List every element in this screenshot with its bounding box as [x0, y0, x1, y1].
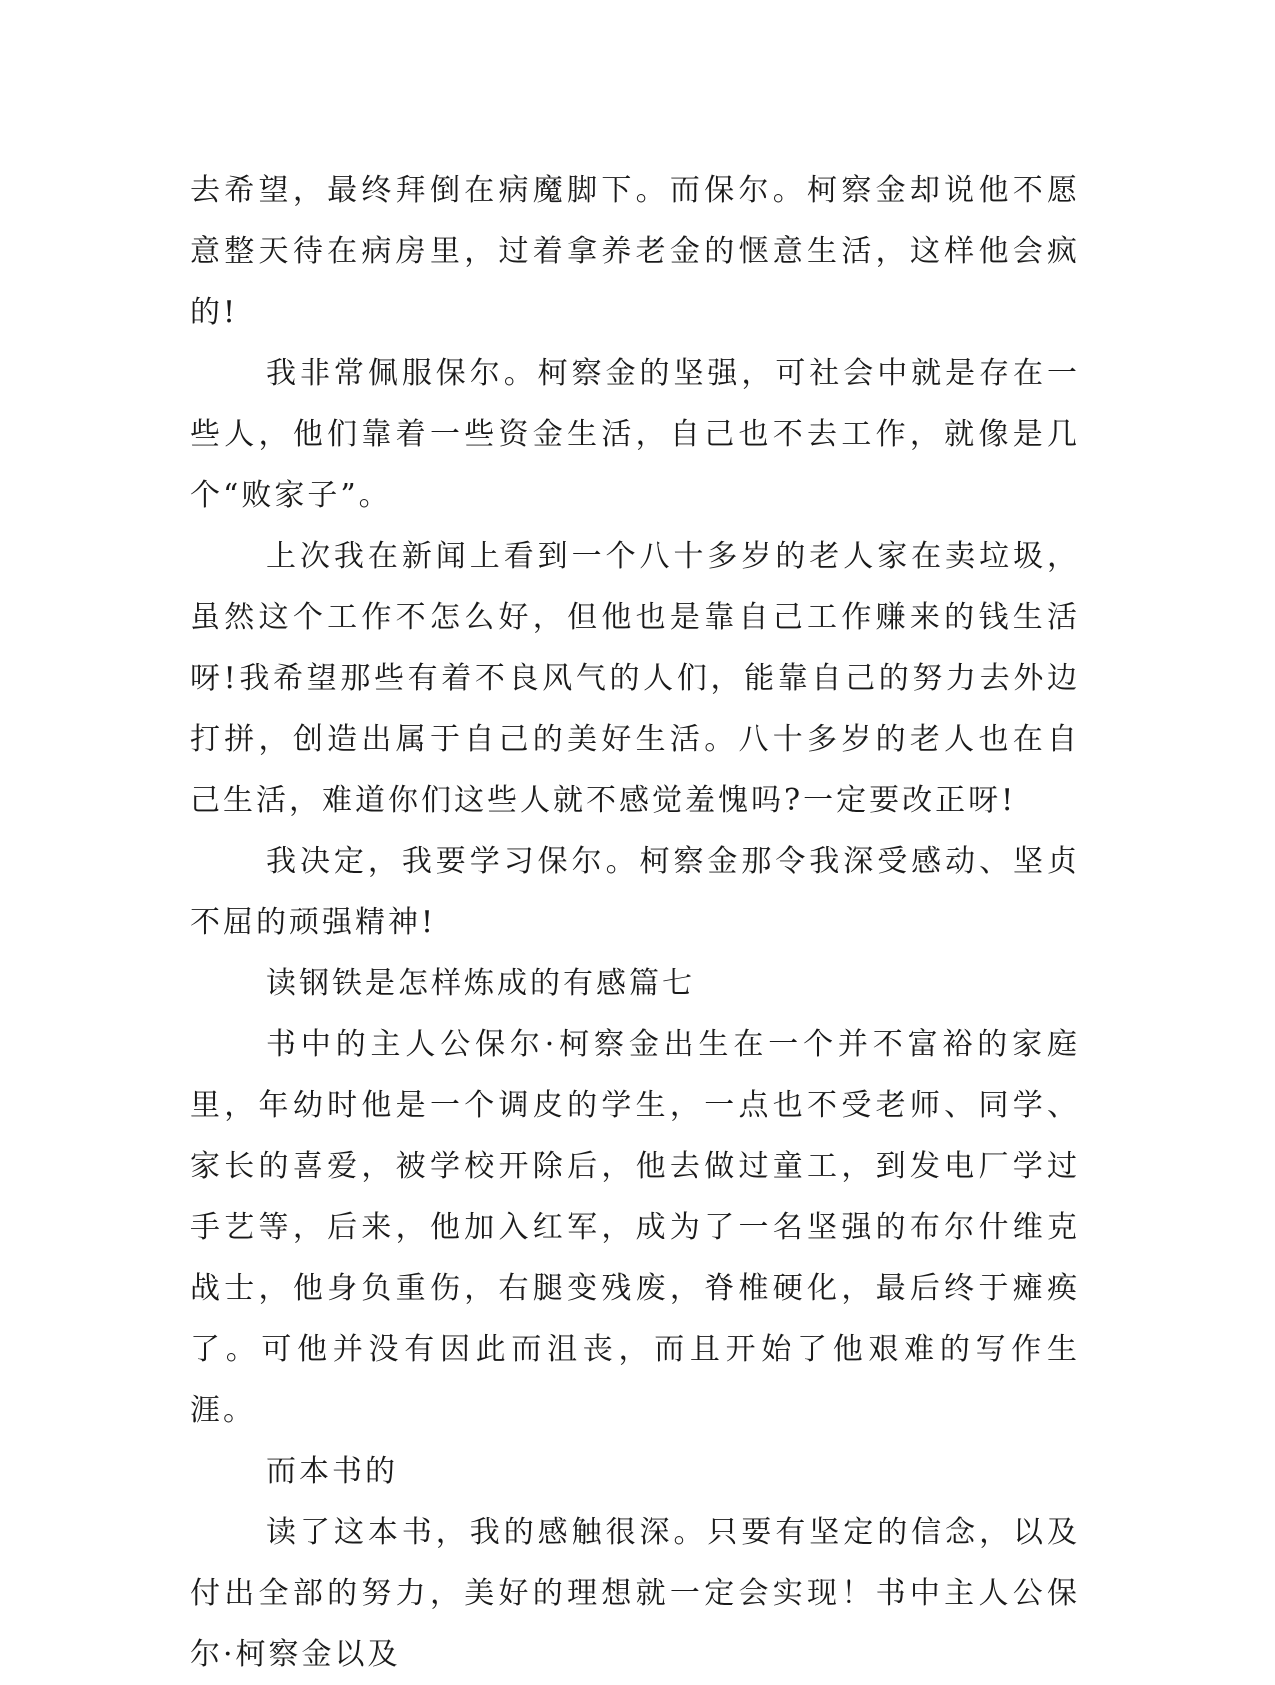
paragraph-5: 书中的主人公保尔·柯察金出生在一个并不富裕的家庭里，年幼时他是一个调皮的学生，一点也不受老师、同学、家长的喜爱，被学校开除后，他去做过童工，到发电厂学过手艺等，后来，他加入红军，成为了一名坚强的布尔什维克战士，他身负重伤，右腿变残废，脊椎硬化，最后终于瘫痪了。可他并没有因此而沮丧，而且开始了他艰难的写作生涯。 [190, 1027, 1080, 1428]
paragraph-2: 我非常佩服保尔。柯察金的坚强，可社会中就是存在一些人，他们靠着一些资金生活，自己也不去工作，就像是几个“败家子”。 [190, 356, 1080, 513]
paragraph-4: 我决定，我要学习保尔。柯察金那令我深受感动、坚贞不屈的顽强精神! [190, 844, 1080, 940]
paragraph-1: 去希望，最终拜倒在病魔脚下。而保尔。柯察金却说他不愿意整天待在病房里，过着拿养老金的惬意生活，这样他会疯的! [190, 173, 1080, 330]
paragraph-6: 而本书的 [266, 1454, 398, 1489]
body-text [190, 160, 1080, 1685]
paragraph-7: 读了这本书，我的感触很深。只要有坚定的信念，以及付出全部的努力，美好的理想就一定会实现！书中主人公保尔·柯察金以及 [190, 1515, 1080, 1672]
paragraph-3: 上次我在新闻上看到一个八十多岁的老人家在卖垃圾，虽然这个工作不怎么好，但他也是靠自己工作赚来的钱生活呀!我希望那些有着不良风气的人们，能靠自己的努力去外边打拼，创造出属于自己的美好生活。八十多岁的老人也在自己生活，难道你们这些人就不感觉羞愧吗?一定要改正呀! [190, 539, 1080, 818]
section-heading: 读钢铁是怎样炼成的有感篇七 [266, 966, 695, 1001]
